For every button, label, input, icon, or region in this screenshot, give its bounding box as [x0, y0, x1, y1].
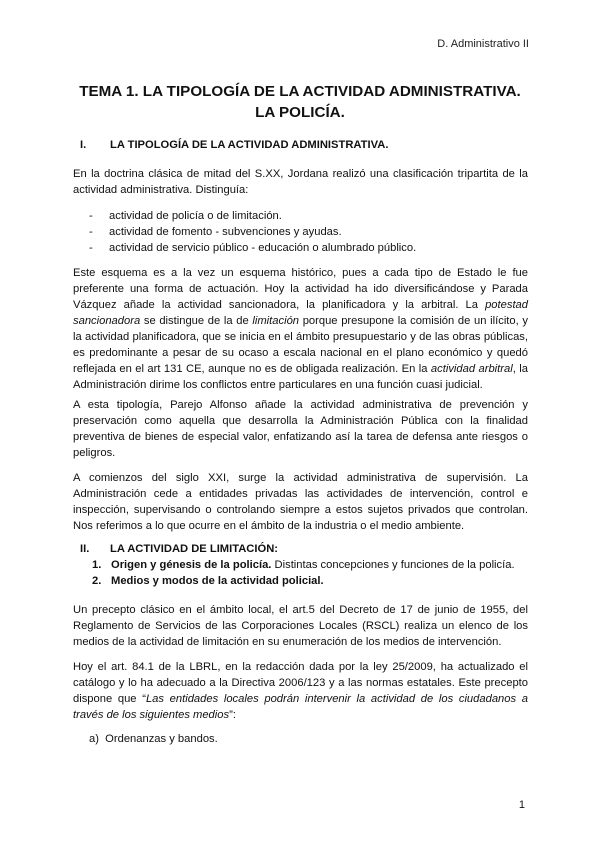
subsection-list — [76, 557, 531, 589]
running-header: D. Administrativo II — [437, 38, 529, 50]
section-2-heading — [80, 541, 535, 557]
list-item: - actividad de fomento - subvenciones y ayudas. — [73, 224, 528, 240]
subsection-item — [76, 573, 531, 589]
section-1-paragraph-3: A esta tipología, Parejo Alfonso añade la actividad administrativa de prevención y preservación como aquella que desarrolla la Administración Pública con la finalidad preventiva de bienes de especial valor, enfatizando así la tarea de defensa ante riesgos o peligros. — [73, 399, 528, 459]
subsection-text: Distintas concepciones y funciones de la policía. — [271, 559, 515, 571]
text-run: , la Administración dirime los conflictos entre particulares en una función cuasi judicial. — [73, 363, 528, 391]
section-2-paragraph-2 — [73, 659, 528, 723]
text-run: Hoy el art. 84.1 de la LBRL, en la redacción dada por la ley 25/2009, ha actualizado el catálogo y lo ha adecuado a la Directiva 2006/123 y a las normas estatales. Este precepto dispone que “ — [73, 661, 528, 705]
list-item: - actividad de servicio público - educación o alumbrado público. — [73, 240, 528, 256]
text-run: ”: — [229, 709, 236, 721]
item-text: Ordenanzas y bandos. — [105, 733, 218, 745]
subsection-number: 1. — [92, 559, 102, 571]
section-1-title: LA TIPOLOGÍA DE LA ACTIVIDAD ADMINISTRATIVA. — [110, 139, 389, 151]
item-label: a) — [89, 733, 99, 745]
subsection-title: Origen y génesis de la policía. — [111, 559, 272, 571]
section-2-number: II. — [80, 543, 90, 555]
text-run: Este esquema es a la vez un esquema histórico, pues a cada tipo de Estado le fue preferente una forma de actuación. Hoy la actividad ha ido diversificándose y Parada Vázquez añade la actividad sancionadora, la planificadora y la arbitral. La — [73, 267, 528, 311]
section-1-number: I. — [80, 139, 87, 151]
section-2-paragraph-1: Un precepto clásico en el ámbito local, el art.5 del Decreto de 17 de junio de 1955, del Reglamento de Servicios de las Corporaciones Locales (RSCL) realiza un elenco de los medios de la actividad de limitación en su enumeración de los medios de intervención. — [73, 604, 528, 648]
title-line-2: LA POLICÍA. — [255, 104, 345, 121]
section-1-paragraph-1: En la doctrina clásica de mitad del S.XX, Jordana realizó una clasificación tripartita de la actividad administrativa. Distinguía: — [73, 168, 528, 196]
enumerated-item-a — [89, 731, 544, 747]
section-1-paragraph-4: A comienzos del siglo XXI, surge la actividad administrativa de supervisión. La Administración cede a entidades privadas las actividades de intervención, control e inspección, supervisando o controlando siempre a estos sujetos privados que controlan. Nos referimos a lo que ocurre en el ámbito de la industria o el medio ambiente. — [73, 472, 528, 532]
quoted-text: Las entidades locales podrán intervenir la actividad de los ciudadanos a través de los siguientes medios — [73, 693, 528, 721]
subsection-title: Medios y modos de la actividad policial. — [111, 575, 324, 587]
subsection-number: 2. — [92, 575, 102, 587]
activity-type-list — [73, 208, 528, 256]
list-item: - actividad de policía o de limitación. — [73, 208, 528, 224]
italic-term: limitación — [252, 315, 300, 327]
section-1-paragraph-2 — [73, 265, 528, 393]
section-2-title: LA ACTIVIDAD DE LIMITACIÓN: — [110, 543, 279, 555]
text-run: porque presupone la comisión de un ilícito, y la actividad planificadora, que se inicia en el ámbito presupuestario y de las obras públicas, es predominante a pesar de su ocaso a escala nacional en el plano económico y quedó reflejada en el art 131 CE, aunque no es de obligada realización. En la — [73, 315, 528, 375]
subsection-item — [76, 557, 531, 573]
italic-term: actividad arbitral — [430, 363, 513, 375]
page-number: 1 — [518, 799, 525, 811]
title-line-1: TEMA 1. LA TIPOLOGÍA DE LA ACTIVIDAD ADMINISTRATIVA. — [79, 83, 521, 100]
text-run: se distingue de la de — [140, 315, 253, 327]
italic-term: potestad sancionadora — [73, 299, 528, 327]
section-1-heading — [80, 137, 535, 153]
page-title — [50, 81, 550, 123]
